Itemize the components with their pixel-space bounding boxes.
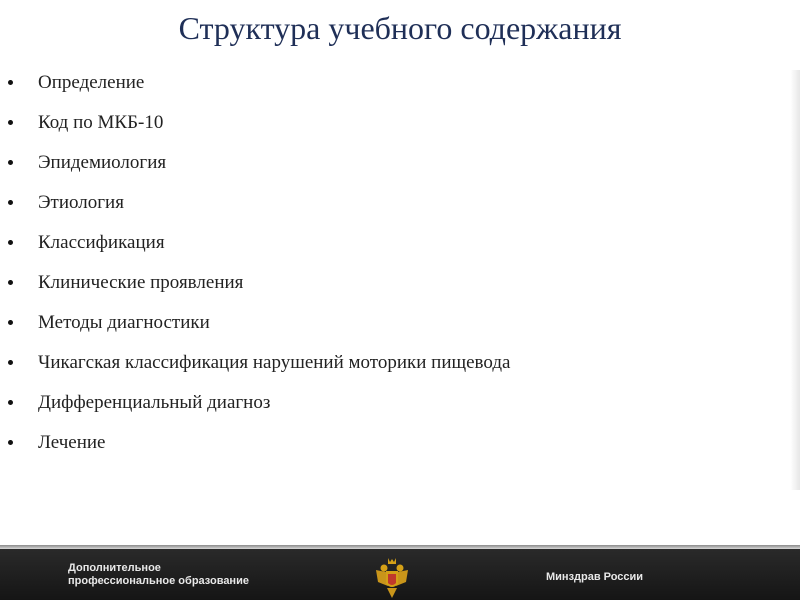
- bullet-icon: [8, 440, 13, 445]
- list-item: [0, 183, 780, 223]
- list-item-text: Методы диагностики: [38, 312, 210, 333]
- list-item-text: Классификация: [38, 232, 165, 253]
- list-item-text: Лечение: [38, 432, 106, 453]
- footer-ministry-label: Минздрав России: [546, 571, 644, 583]
- bullet-icon: [8, 280, 13, 285]
- list-item: [0, 383, 780, 423]
- list-item-text: Эпидемиология: [38, 152, 167, 173]
- footer-program-line-1: Дополнительное: [68, 562, 161, 574]
- list-item-text: Определение: [38, 72, 145, 93]
- list-item-text: Этиология: [38, 192, 124, 213]
- bullet-icon: [8, 80, 13, 85]
- footer-program-label: [68, 562, 298, 588]
- list-item: [0, 223, 780, 263]
- list-item: [0, 263, 780, 303]
- list-item: [0, 423, 780, 463]
- list-item: [0, 303, 780, 343]
- list-item-text: Код по МКБ-10: [38, 112, 164, 133]
- bullet-icon: [8, 360, 13, 365]
- list-item: [0, 343, 780, 383]
- bullet-icon: [8, 160, 13, 165]
- bullet-icon: [8, 240, 13, 245]
- bullet-icon: [8, 200, 13, 205]
- bullet-icon: [8, 320, 13, 325]
- slide-title: Структура учебного содержания: [178, 10, 622, 46]
- footer-program-line-2: профессиональное образование: [68, 575, 249, 587]
- right-edge-shadow: [790, 70, 800, 490]
- double-headed-eagle-emblem-icon: [372, 556, 412, 600]
- bullet-icon: [8, 120, 13, 125]
- list-item: [0, 63, 780, 103]
- list-item-text: Клинические проявления: [38, 272, 244, 293]
- bullet-icon: [8, 400, 13, 405]
- list-item-text: Дифференциальный диагноз: [38, 392, 271, 413]
- list-item: [0, 103, 780, 143]
- list-item: [0, 143, 780, 183]
- content-outline-list: [0, 63, 780, 463]
- list-item-text: Чикагская классификация нарушений моторики пищевода: [38, 352, 511, 373]
